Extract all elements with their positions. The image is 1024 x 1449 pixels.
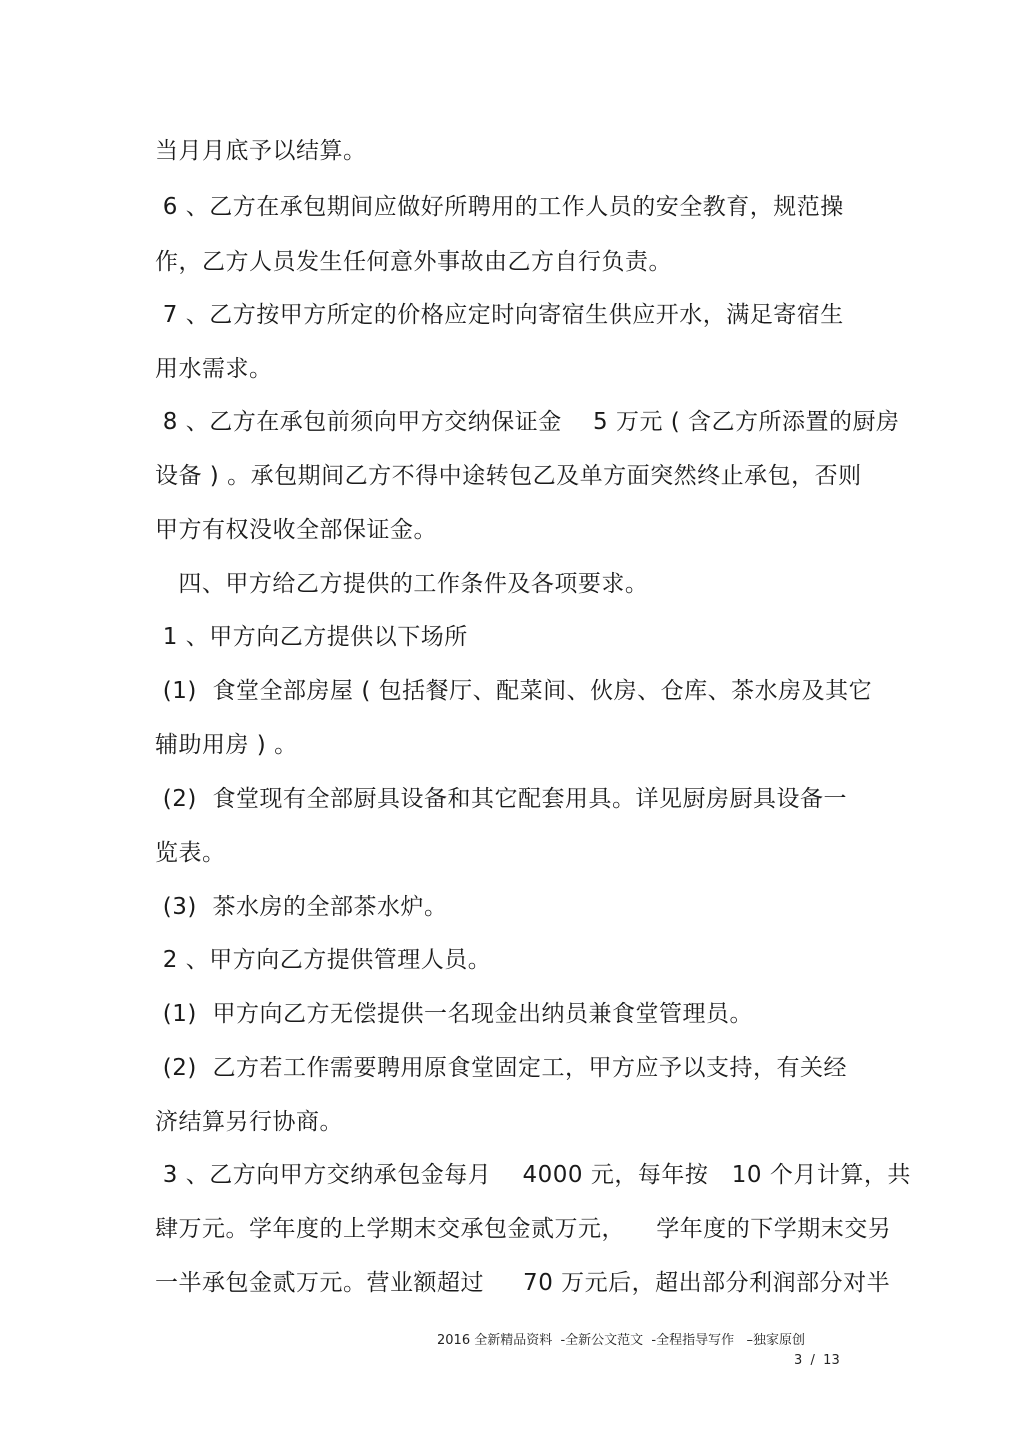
paragraph-line: (3) 茶水房的全部茶水炉。 (155, 894, 448, 920)
paragraph-line: 3 、乙方向甲方交纳承包金每月 4000 元，每年按 10 个月计算，共 (155, 1162, 911, 1188)
paragraph-line: (1) 食堂全部房屋 ( 包括餐厅、配菜间、伙房、仓库、茶水房及其它 (155, 678, 873, 704)
paragraph-line: 览表。 (155, 840, 226, 866)
paragraph-line: 济结算另行协商。 (155, 1109, 343, 1135)
paragraph-line: 辅助用房 ) 。 (155, 732, 298, 758)
paragraph-line: 6 、乙方在承包期间应做好所聘用的工作人员的安全教育，规范操 (155, 194, 844, 220)
paragraph-line: (2) 食堂现有全部厨具设备和其它配套用具。详见厨房厨具设备一 (155, 786, 848, 812)
page-footer: 2016 全新精品资料 -全新公文范文 -全程指导写作 –独家原创 (437, 1333, 806, 1348)
paragraph-line: 2 、甲方向乙方提供管理人员。 (155, 947, 492, 973)
paragraph-line: 作，乙方人员发生任何意外事故由乙方自行负责。 (155, 249, 672, 275)
paragraph-line: 7 、乙方按甲方所定的价格应定时向寄宿生供应开水，满足寄宿生 (155, 302, 844, 328)
paragraph-line: 8 、乙方在承包前须向甲方交纳保证金 5 万元 ( 含乙方所添置的厨房 (155, 409, 900, 435)
paragraph-line: (2) 乙方若工作需要聘用原食堂固定工，甲方应予以支持，有关经 (155, 1055, 848, 1081)
paragraph-line: 甲方有权没收全部保证金。 (155, 517, 437, 543)
paragraph-line: (1) 甲方向乙方无偿提供一名现金出纳员兼食堂管理员。 (155, 1001, 754, 1027)
paragraph-line: 肆万元。学年度的上学期末交承包金贰万元， 学年度的下学期末交另 (155, 1216, 892, 1242)
paragraph-line: 用水需求。 (155, 356, 273, 382)
page-number: 3 / 13 (794, 1353, 840, 1368)
section-heading: 四、甲方给乙方提供的工作条件及各项要求。 (155, 571, 649, 597)
paragraph-line: 设备 ) 。承包期间乙方不得中途转包乙及单方面突然终止承包，否则 (155, 463, 862, 489)
paragraph-line: 1 、甲方向乙方提供以下场所 (155, 624, 468, 650)
paragraph-line: 当月月底予以结算。 (155, 138, 367, 164)
paragraph-line: 一半承包金贰万元。营业额超过 70 万元后，超出部分利润部分对半 (155, 1270, 891, 1296)
